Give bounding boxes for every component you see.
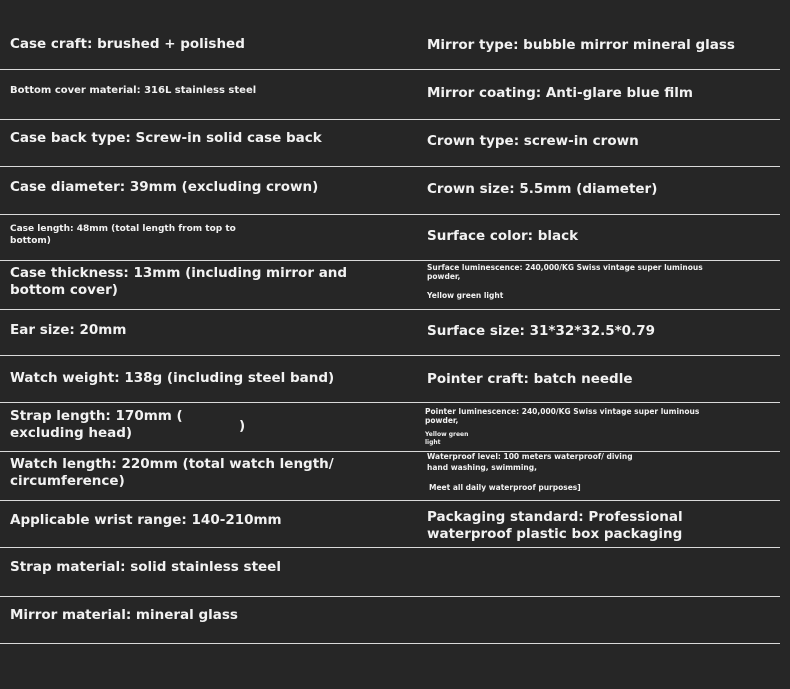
spec-strap-length: Strap length: 170mm ( excluding head) [10, 408, 183, 441]
spec-waterproof-level: Waterproof level: 100 meters waterproof/ diving hand washing, swimming, [427, 452, 633, 472]
spec-crown-size: Crown size: 5.5mm (diameter) [427, 181, 658, 197]
spec-case-back-type: Case back type: Screw-in solid case back [10, 130, 322, 146]
spec-bottom-cover-material: Bottom cover material: 316L stainless steel [10, 85, 257, 96]
spec-packaging-standard: Packaging standard: Professional waterproof plastic box packaging [427, 509, 683, 542]
spec-waterproof-level-sub: Meet all daily waterproof purposes] [429, 483, 581, 492]
spec-mirror-type: Mirror type: bubble mirror mineral glass [427, 37, 735, 53]
spec-surface-size: Surface size: 31*32*32.5*0.79 [427, 323, 655, 339]
spec-watch-length: Watch length: 220mm (total watch length/ circumference) [10, 456, 334, 489]
spec-case-craft: Case craft: brushed + polished [10, 36, 245, 52]
spec-ear-size: Ear size: 20mm [10, 322, 127, 338]
spec-strap-material: Strap material: solid stainless steel [10, 559, 281, 575]
divider [0, 119, 780, 120]
divider [0, 643, 780, 644]
spec-pointer-craft: Pointer craft: batch needle [427, 371, 633, 387]
spec-mirror-coating: Mirror coating: Anti-glare blue film [427, 85, 693, 101]
spec-surface-luminescence-sub: Yellow green light [427, 291, 504, 300]
divider [0, 214, 780, 215]
spec-crown-type: Crown type: screw-in crown [427, 133, 639, 149]
spec-wrist-range: Applicable wrist range: 140-210mm [10, 512, 282, 528]
divider [0, 355, 780, 356]
divider [0, 260, 780, 261]
divider [0, 166, 780, 167]
divider [0, 547, 780, 548]
divider [0, 309, 780, 310]
divider [0, 402, 780, 403]
spec-watch-weight: Watch weight: 138g (including steel band) [10, 370, 335, 386]
spec-pointer-luminescence-sub: Yellow green light [425, 431, 469, 446]
divider [0, 596, 780, 597]
divider [0, 451, 780, 452]
divider [0, 69, 780, 70]
spec-mirror-material: Mirror material: mineral glass [10, 607, 238, 623]
divider [0, 500, 780, 501]
stray-parenthesis: ) [239, 418, 246, 434]
spec-case-diameter: Case diameter: 39mm (excluding crown) [10, 179, 319, 195]
spec-pointer-luminescence: Pointer luminescence: 240,000/KG Swiss vintage super luminous powder, [425, 407, 700, 425]
spec-surface-color: Surface color: black [427, 228, 579, 244]
spec-surface-luminescence: Surface luminescence: 240,000/KG Swiss vintage super luminous powder, [427, 263, 703, 281]
spec-case-thickness: Case thickness: 13mm (including mirror and bottom cover) [10, 265, 348, 298]
spec-case-length: Case length: 48mm (total length from top to bottom) [10, 224, 236, 246]
